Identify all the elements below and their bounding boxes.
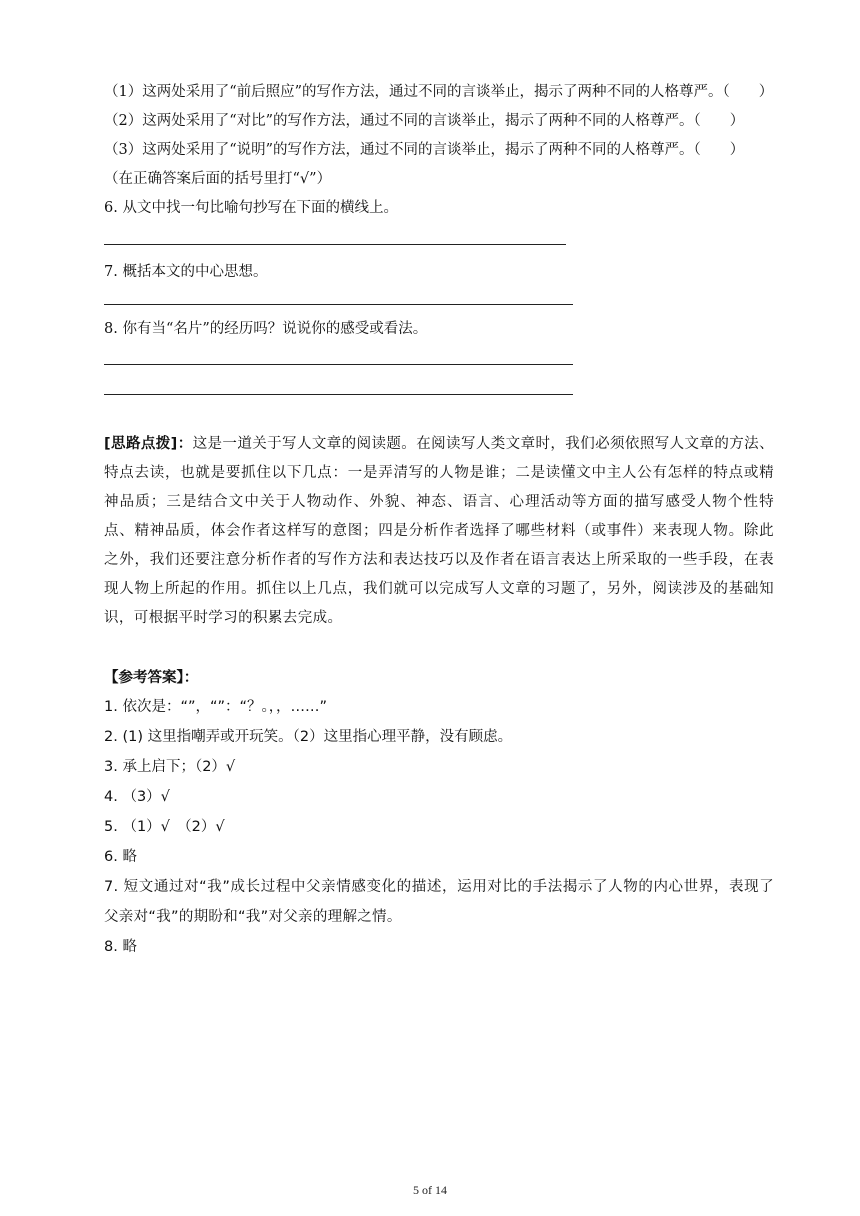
q8-prompt: 8. 你有当“名片”的经历吗？说说你的感受或看法。	[104, 321, 428, 337]
q5-option-3: （3）这两处采用了“说明”的写作方法，通过不同的言谈举止，揭示了两种不同的人格尊严。（ ）	[104, 142, 745, 158]
hint-text: 这是一道关于写人文章的阅读题。在阅读写人类文章时，我们必须依照写人文章的方法、特点去读，也就是要抓住以下几点：一是弄清写的人物是谁；二是读懂文中主人公有怎样的特点或精神品质；三是结合文中关于人物动作、外貌、神态、语言、心理活动等方面的描写感受人物个性特点、精神品质，体会作者这样写的意图；四是分析作者选择了哪些材料（或事件）来表现人物。除此之外，我们还要注意分析作者的写作方法和表达技巧以及作者在语言表达上所采取的一些手段，在表现人物上所起的作用。抓住以上几点，我们就可以完成写人文章的习题了，另外，阅读涉及的基础知识，可根据平时学习的积累去完成。	[104, 436, 774, 626]
hint-paragraph	[104, 430, 774, 633]
q5-option-1: （1）这两处采用了“前后照应”的写作方法，通过不同的言谈举止，揭示了两种不同的人格尊严。（ ）	[104, 84, 774, 100]
answer-item-3: 3. 承上启下；（2）√	[104, 759, 236, 775]
answer-item-8: 8. 略	[104, 939, 137, 955]
q7-answer-line[interactable]	[104, 304, 573, 305]
answer-item-6: 6. 略	[104, 849, 137, 865]
q8-answer-line-2[interactable]	[104, 394, 573, 395]
q7-prompt: 7. 概括本文的中心思想。	[104, 264, 268, 280]
q8-answer-line-1[interactable]	[104, 364, 573, 365]
answers-heading: 【参考答案】：	[104, 670, 199, 686]
q6-answer-line[interactable]	[104, 244, 566, 245]
answer-item-4: 4. （3）√	[104, 789, 170, 805]
answer-item-7: 7. 短文通过对“我”成长过程中父亲情感变化的描述，运用对比的手法揭示了人物的内心世界，表现了父亲对“我”的期盼和“我”对父亲的理解之情。	[104, 879, 774, 925]
answer-item-5: 5. （1）√ （2）√	[104, 819, 225, 835]
answer-item-2: 2. (1) 这里指嘲弄或开玩笑。（2）这里指心理平静，没有顾虑。	[104, 729, 513, 745]
q6-prompt: 6. 从文中找一句比喻句抄写在下面的横线上。	[104, 200, 398, 216]
hint-label: [思路点拨]：	[104, 436, 193, 452]
q5-option-2: （2）这两处采用了“对比”的写作方法，通过不同的言谈举止，揭示了两种不同的人格尊严。（ ）	[104, 113, 745, 129]
q5-instruction: （在正确答案后面的括号里打“√”）	[104, 171, 332, 187]
answer-item-1: 1. 依次是：“”，“”：“？。，，……”	[104, 699, 328, 715]
page-number: 5 of 14	[413, 1183, 447, 1197]
